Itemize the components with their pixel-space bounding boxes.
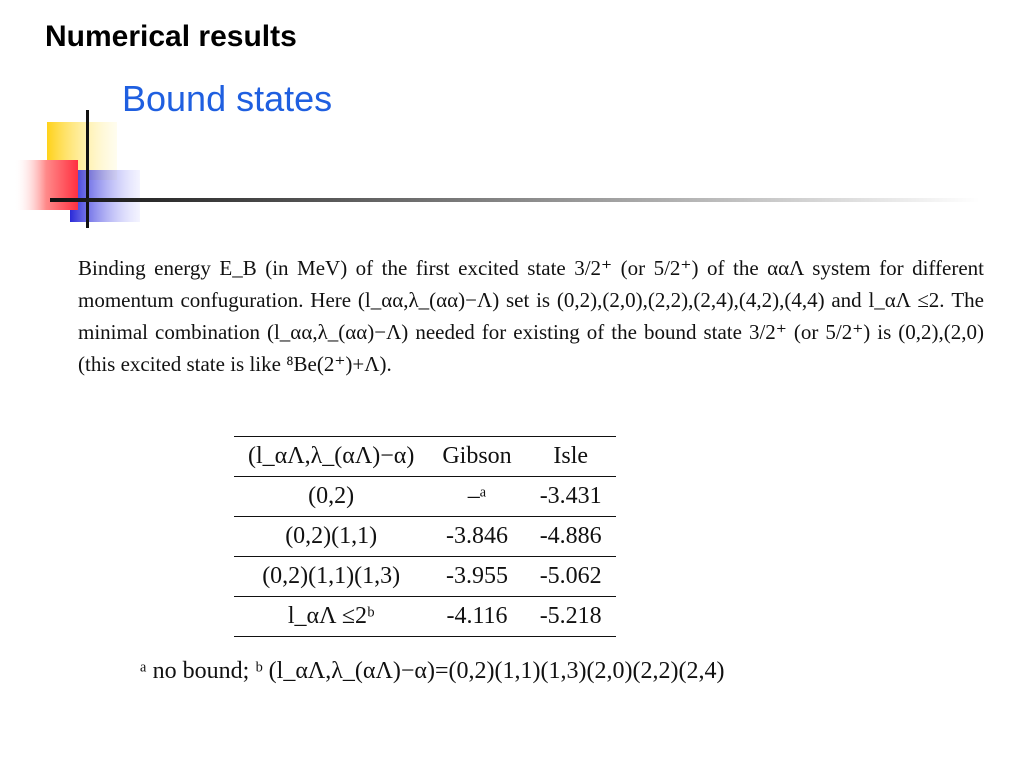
table-row (234, 557, 616, 597)
header-isle: Isle (526, 437, 616, 477)
cell-configuration: (0,2)(1,1)(1,3) (234, 557, 428, 597)
cell-isle: -3.431 (526, 477, 616, 517)
slide-subtitle: Bound states (122, 78, 333, 119)
deco-vertical-line (86, 110, 89, 228)
caption-line: the ααΛ system for different momentum confuguration. Here (l_αα,λ_(αα)−Λ) set is (78, 256, 985, 312)
deco-red-square (14, 160, 78, 210)
caption-line: needed for existing of the bound state 3/2⁺ (or 5/2⁺) is (0,2),(2,0) (this excited state is (78, 320, 985, 376)
cell-gibson: -3.955 (428, 557, 525, 597)
caption-line: Binding energy E_B (in MeV) of the first excited state 3/2⁺ (or 5/2⁺) of (78, 256, 725, 280)
header-configuration: (l_αΛ,λ_(αΛ)−α) (234, 437, 428, 477)
cell-gibson: -4.116 (428, 597, 525, 637)
table-row (234, 597, 616, 637)
slide-title: Numerical results (45, 20, 297, 53)
cell-isle: -5.218 (526, 597, 616, 637)
table-row (234, 517, 616, 557)
caption-line: like ⁸Be(2⁺)+Λ). (249, 352, 392, 376)
deco-horizontal-line (50, 198, 980, 202)
cell-gibson: -3.846 (428, 517, 525, 557)
cell-configuration: l_αΛ ≤2ᵇ (234, 597, 428, 637)
decorative-graphic (0, 0, 1024, 240)
table-footnote: ᵃ no bound; ᵇ (l_αΛ,λ_(αΛ)−α)=(0,2)(1,1)(1,3)(2,0)(2,2)(2,4) (140, 658, 725, 684)
results-table (234, 436, 616, 637)
caption-line: (0,2),(2,0),(2,2),(2,4),(4,2),(4,4) and l_αΛ ≤2. The minimal combination (l_αα,λ_(αα)−Λ) (78, 288, 984, 344)
table-row (234, 477, 616, 517)
table-caption (78, 252, 984, 380)
cell-isle: -5.062 (526, 557, 616, 597)
cell-gibson: –ᵃ (428, 477, 525, 517)
cell-configuration: (0,2) (234, 477, 428, 517)
cell-isle: -4.886 (526, 517, 616, 557)
table-header-row (234, 437, 616, 477)
header-gibson: Gibson (428, 437, 525, 477)
cell-configuration: (0,2)(1,1) (234, 517, 428, 557)
deco-blue-square (70, 170, 140, 222)
